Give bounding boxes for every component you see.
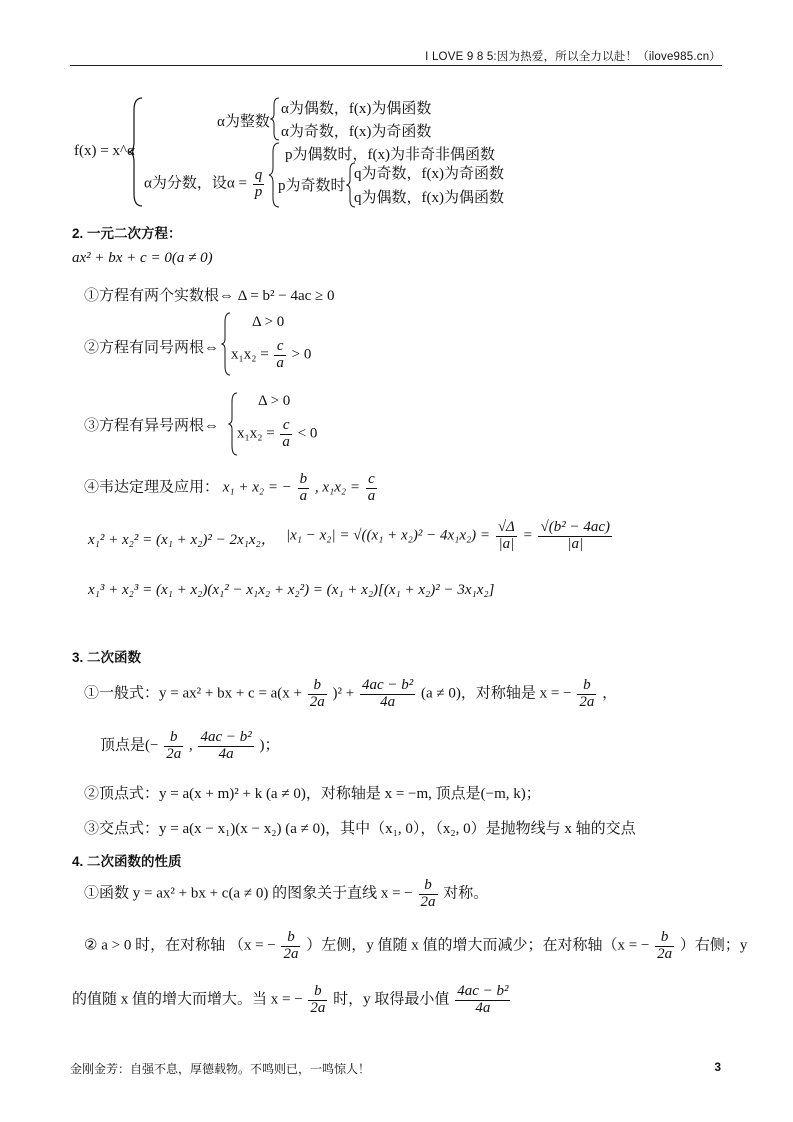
int-label: α为整数 — [217, 114, 270, 130]
b-over-2a — [577, 678, 596, 711]
frac-den: a — [367, 487, 376, 504]
vertex-y-fraction — [455, 984, 510, 1017]
property-2-end: ）右侧；y — [679, 937, 748, 954]
equals-sign: = — [522, 527, 533, 544]
property-3-text: 的值随 x 值的增大而增大。当 x = − — [72, 991, 303, 1008]
section-4-title: 4. 二次函数的性质 — [72, 854, 182, 869]
frac-den: 2a — [166, 745, 182, 762]
frac-num: 4ac − b² — [457, 983, 509, 999]
big-brace-icon — [128, 96, 144, 208]
frac-num: b — [308, 984, 327, 1001]
vertex-y-fraction — [198, 730, 253, 763]
sum-of-cubes: x₁³ + x₂³ = (x₁ + x₂)(x₁² − x₁x₂ + x₂²) = (x₁ + x₂)[(x₁ + x₂)² − 3x₁x₂] — [88, 582, 495, 598]
frac-num: b — [308, 678, 327, 695]
section-2-title: 2. 一元二次方程： — [72, 226, 182, 241]
frac-num: b — [281, 930, 300, 947]
vertex-y-fraction — [360, 678, 415, 711]
general-form — [84, 678, 617, 711]
header-rule — [70, 65, 722, 66]
frac-num: c — [274, 339, 286, 356]
frac-den: |a| — [498, 535, 515, 552]
int-odd: α为奇数，f(x)为奇函数 — [281, 124, 432, 140]
frac-num: 4ac − b² — [361, 677, 414, 693]
sqrt-delta-over-a — [496, 520, 517, 553]
frac-den: 2a — [657, 945, 673, 962]
axis-label: (a ≠ 0)，对称轴是 x = − — [421, 685, 572, 702]
frac-den: 4a — [380, 693, 396, 710]
frac-den: 2a — [283, 945, 299, 962]
condition-2-product — [231, 339, 311, 372]
frac-den: 2a — [579, 693, 595, 710]
page-number: 3 — [714, 1060, 721, 1074]
frac-den: 4a — [218, 745, 234, 762]
frac-label-text: α为分数，设α = — [144, 175, 247, 192]
product-lhs: x₁x₂ = — [231, 346, 269, 363]
condition-3-label: ③方程有异号两根⇔ — [84, 418, 220, 434]
product-lhs: x₁x₂ = — [237, 425, 275, 442]
vieta-line — [84, 472, 379, 505]
page-header: I LOVE 9 8 5:因为热爱，所以全力以赴！（ilove985.cn） — [425, 51, 721, 63]
frac-num: c — [280, 418, 292, 435]
b-over-2a — [308, 678, 327, 711]
c-over-a — [274, 339, 286, 372]
b-over-2a — [308, 984, 327, 1017]
intercept-form: ③交点式：y = a(x − x₁)(x − x₂) (a ≠ 0)，其中（x₁, 0），（x₂, 0）是抛物线与 x 轴的交点 — [84, 821, 636, 837]
frac-den: 2a — [420, 893, 436, 910]
b-over-2a — [419, 878, 438, 911]
property-2-text: ② a > 0 时，在对称轴 （x = − — [84, 937, 276, 954]
property-3 — [72, 984, 512, 1017]
property-2-mid: ）左侧，y 值随 x 值的增大而减少；在对称轴（x = − — [306, 937, 650, 954]
vieta-sum: x₁ + x₂ = − — [222, 479, 292, 496]
b-over-a — [298, 472, 310, 505]
c-over-a — [366, 472, 378, 505]
frac-den: |a| — [567, 535, 584, 552]
comma: ， — [602, 685, 618, 702]
vieta-label: ④韦达定理及应用： — [84, 479, 220, 496]
frac-num: √Δ — [497, 519, 515, 535]
property-2 — [84, 930, 747, 963]
p-even: p为偶数时，f(x)为非奇非偶函数 — [285, 147, 495, 163]
vertex-label: 顶点是(− — [100, 737, 159, 754]
frac-num: b — [164, 730, 183, 747]
frac-num: c — [366, 472, 378, 489]
footer-motto: 金刚金芳：自强不息，厚德载物。不鸣则已，一鸣惊人！ — [70, 1062, 371, 1076]
frac-num: 4ac − b² — [200, 729, 252, 745]
frac-label — [144, 168, 266, 201]
frac-den: 2a — [310, 999, 326, 1016]
property-1 — [84, 878, 488, 911]
vertex-close: )； — [259, 737, 280, 754]
frac-num: b — [299, 471, 308, 487]
condition-2-label: ②方程有同号两根⇔ — [84, 340, 220, 356]
condition-3-delta: Δ > 0 — [258, 393, 291, 409]
b-over-2a — [281, 930, 300, 963]
quadratic-equation: ax² + bx + c = 0(a ≠ 0) — [72, 250, 213, 266]
abs-diff-lhs: |x₁ − x₂| = √((x₁ + x₂)² − 4x₁x₂) = — [286, 527, 491, 544]
sqrt-disc-over-a — [538, 520, 612, 553]
frac-num: b — [577, 678, 596, 695]
q-odd: q为奇数，f(x)为奇函数 — [354, 166, 504, 182]
condition-3-product — [237, 418, 317, 451]
comma: , — [188, 737, 193, 754]
property-1-end: 对称。 — [443, 885, 489, 902]
sum-of-squares: x₁² + x₂² = (x₁ + x₂)² − 2x₁x₂， — [88, 532, 276, 548]
b-over-2a — [164, 730, 183, 763]
property-1-text: ①函数 y = ax² + bx + c(a ≠ 0) 的图象关于直线 x = − — [84, 885, 413, 902]
product-rhs: < 0 — [297, 425, 318, 442]
section-3-title: 3. 二次函数 — [72, 650, 142, 665]
general-form-mid: )² + — [332, 685, 355, 702]
brace-icon — [270, 97, 280, 141]
c-over-a — [280, 418, 292, 451]
frac-num: √(b² − 4ac) — [540, 519, 610, 535]
frac-den: p — [254, 183, 263, 200]
vertex-line — [100, 730, 280, 763]
b-over-2a — [655, 930, 674, 963]
frac-den: a — [282, 433, 290, 450]
condition-1: ①方程有两个实数根⇔ Δ = b² − 4ac ≥ 0 — [84, 288, 335, 304]
abs-difference — [286, 520, 614, 553]
frac-num: q — [254, 167, 263, 183]
frac-den: 2a — [309, 693, 325, 710]
property-3-mid: 时，y 取得最小值 — [333, 991, 450, 1008]
vertex-form: ②顶点式：y = a(x + m)² + k (a ≠ 0)，对称轴是 x = −m, 顶点是(−m, k)； — [84, 786, 541, 802]
frac-den: 4a — [475, 999, 491, 1016]
product-rhs: > 0 — [291, 346, 312, 363]
frac-num: b — [419, 878, 438, 895]
frac-den: a — [276, 354, 284, 371]
q-even: q为偶数，f(x)为偶函数 — [354, 190, 504, 206]
q-over-p — [253, 168, 265, 201]
power-lhs: f(x) = x^α — [74, 143, 135, 159]
frac-den: a — [299, 487, 308, 504]
general-form-lhs: ①一般式：y = ax² + bx + c = a(x + — [84, 685, 303, 702]
vieta-product: , x₁x₂ = — [314, 479, 361, 496]
brace-icon — [221, 312, 231, 376]
p-odd: p为奇数时 — [278, 178, 346, 194]
frac-num: b — [655, 930, 674, 947]
condition-2-delta: Δ > 0 — [252, 314, 285, 330]
int-even: α为偶数，f(x)为偶函数 — [281, 101, 432, 117]
